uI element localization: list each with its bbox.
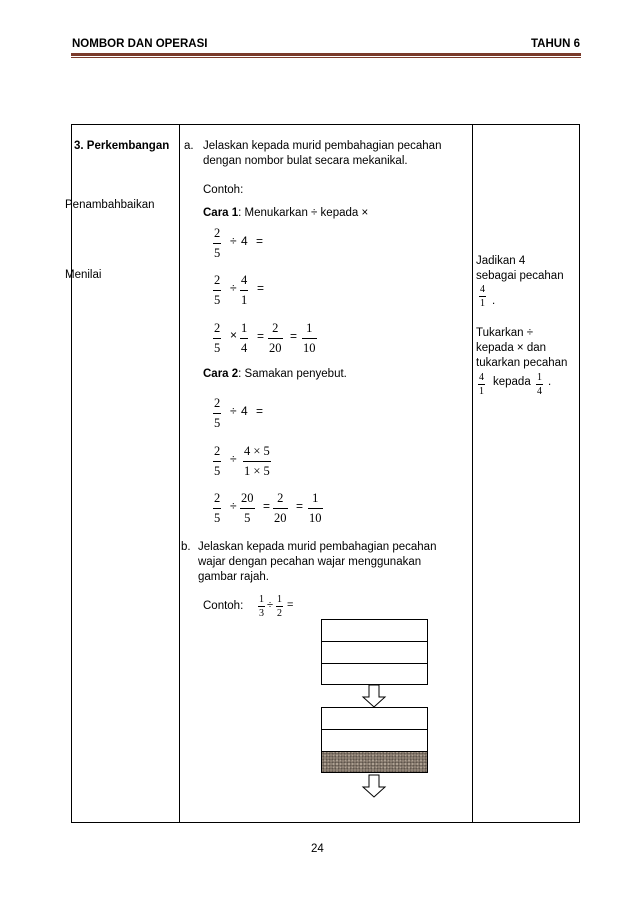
sub-label-penambahbaikan: Penambahbaikan [65,199,155,211]
divide-sign: ÷ [230,281,237,295]
item-a-marker: a. [184,140,194,152]
fraction-2-20: 2 20 [274,491,287,525]
step-label: 3. Perkembangan [74,140,170,152]
equals-sign: = [290,329,298,343]
divide-sign: ÷ [267,599,274,611]
number-4: 4 [241,404,248,418]
header-rule [71,53,581,56]
fraction-4x5-1x5: 4 × 5 1 × 5 [244,444,270,478]
equals-sign: = [257,329,265,343]
item-b-line2: wajar dengan pecahan wajar menggunakan [198,556,422,568]
thirds-divider [321,663,428,664]
fraction-1-10: 1 10 [303,321,316,355]
header-title: NOMBOR DAN OPERASI [72,38,208,50]
note1-dot: . [492,295,496,307]
fraction-1-4: 1 4 [241,321,248,355]
cara2-label: Cara 2 [203,368,239,380]
note2-line2: kepada × dan [476,342,547,354]
cara1-text: : Menukarkan ÷ kepada × [238,207,369,219]
times-sign: × [230,328,238,342]
item-a-line1: Jelaskan kepada murid pembahagian pecahan [203,140,442,152]
note2-line1: Tukarkan ÷ [476,327,534,339]
cara2-line [203,367,347,381]
note2-kepada: kepada [493,376,531,388]
divide-sign: ÷ [230,452,237,466]
page-number: 24 [311,843,324,855]
item-b-marker: b. [181,541,191,553]
down-arrow-icon [361,684,387,708]
fraction-2-5: 2 5 [214,396,221,430]
cara2-text: : Samakan penyebut. [238,368,347,380]
equals-sign: = [263,499,271,513]
contoh-label: Contoh: [203,184,244,196]
fraction-2-5: 2 5 [214,226,221,260]
fraction-4-1: 4 1 [241,273,248,307]
equals-sign: = [256,234,264,248]
cara1-label: Cara 1 [203,207,239,219]
item-b-line3: gambar rajah. [198,571,269,583]
header-level: TAHUN 6 [531,38,580,50]
cara1-line [203,206,368,220]
equals-sign: = [257,281,265,295]
note2-dot: . [548,376,552,388]
equals-sign: = [296,499,304,513]
fraction-1-3: 1 3 [259,594,264,619]
fraction-1-10: 1 10 [309,491,322,525]
fraction-20-5: 20 5 [241,491,254,525]
thirds-divider [321,641,428,642]
divide-sign: ÷ [230,234,237,248]
number-4: 4 [241,234,248,248]
fraction-2-20: 2 20 [269,321,282,355]
item-a-line2: dengan nombor bulat secara mekanikal. [203,155,408,167]
bar-divider [321,729,428,730]
shaded-section [322,752,427,772]
equals-sign: = [287,599,294,611]
header-rule-thin [71,57,581,58]
note1-line2: sebagai pecahan [476,270,564,282]
fraction-2-5: 2 5 [214,321,221,355]
sub-label-menilai: Menilai [65,269,102,281]
fraction-2-5: 2 5 [214,491,221,525]
item-b-line1: Jelaskan kepada murid pembahagian pecahan [198,541,437,553]
divide-sign: ÷ [230,404,237,418]
down-arrow-icon [361,774,387,798]
contoh-b-label: Contoh: [203,600,244,612]
fraction-1-2: 1 2 [277,594,282,619]
column-divider-1 [179,125,180,822]
equals-sign: = [256,404,264,418]
thirds-bar [321,619,428,685]
note-fraction-1-4: 1 4 [537,372,542,397]
fraction-2-5: 2 5 [214,273,221,307]
note-fraction-4-1: 4 1 [479,372,484,397]
column-divider-2 [472,125,473,822]
fraction-2-5: 2 5 [214,444,221,478]
note-fraction-4-1: 4 1 [480,284,485,309]
divide-sign: ÷ [230,499,237,513]
note1-line1: Jadikan 4 [476,255,526,267]
note2-line3: tukarkan pecahan [476,357,568,369]
